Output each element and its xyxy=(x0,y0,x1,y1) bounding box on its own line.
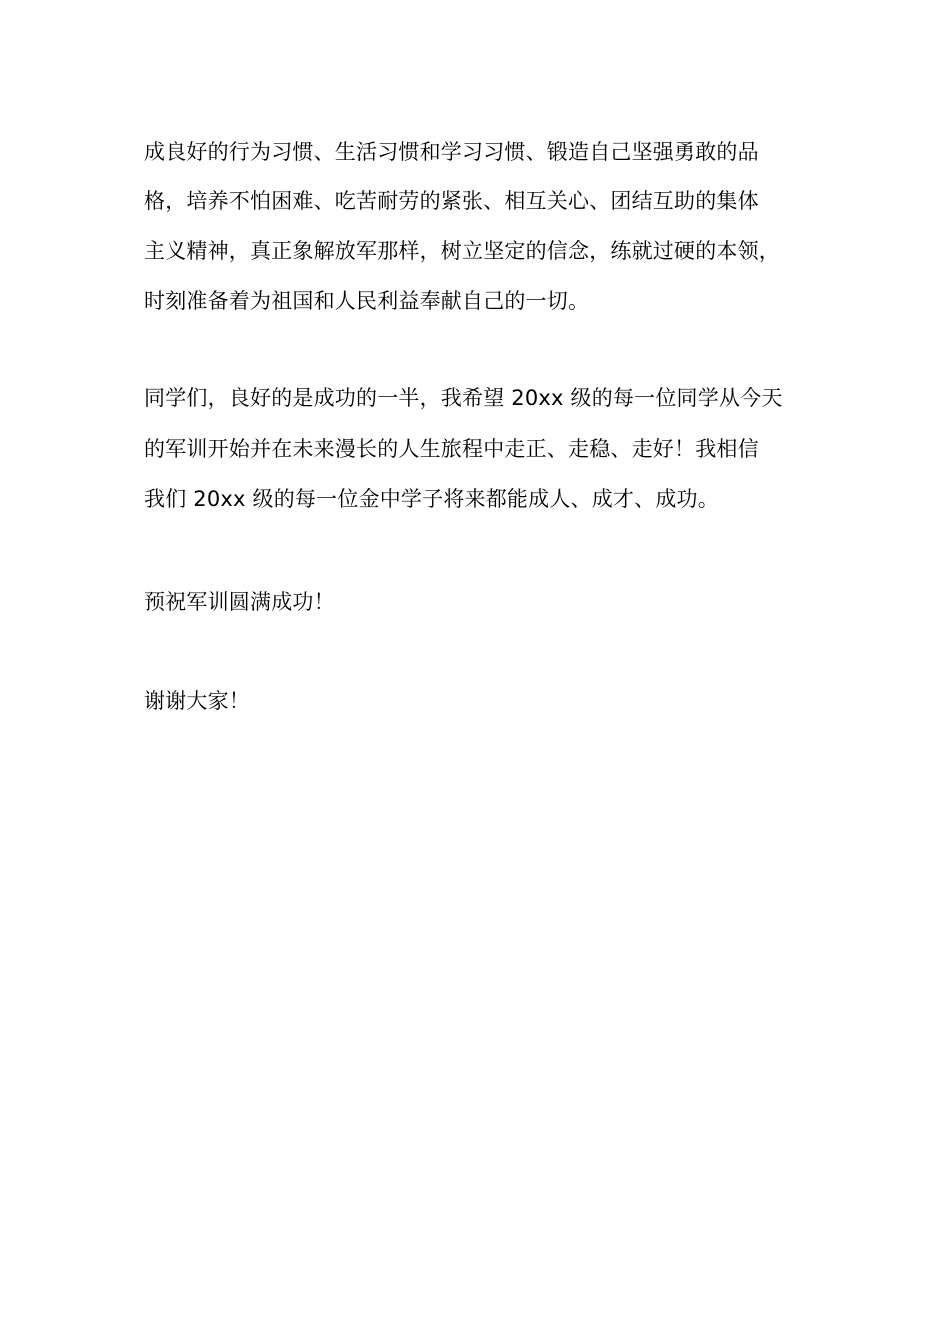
paragraph-1-line-4: 时刻准备着为祖国和人民利益奉献自己的一切。 xyxy=(144,289,590,313)
paragraph-3-line-1: 预祝军训圆满成功！ xyxy=(144,590,335,614)
paragraph-2-line-1: 同学们，良好的是成功的一半，我希望 20xx 级的每一位同学从今天 xyxy=(144,386,783,410)
paragraph-1-line-3: 主义精神，真正象解放军那样，树立坚定的信念，练就过硬的本领， xyxy=(144,239,780,263)
paragraph-1-line-1: 成良好的行为习惯、生活习惯和学习习惯、锻造自己坚强勇敢的品 xyxy=(144,140,759,164)
paragraph-4-line-1: 谢谢大家！ xyxy=(144,689,250,713)
paragraph-1-line-2: 格，培养不怕困难、吃苦耐劳的紧张、相互关心、团结互助的集体 xyxy=(144,189,759,213)
paragraph-2-line-3: 我们 20xx 级的每一位金中学子将来都能成人、成才、成功。 xyxy=(144,487,719,511)
paragraph-2-line-2: 的军训开始并在未来漫长的人生旅程中走正、走稳、走好！我相信 xyxy=(144,437,759,461)
